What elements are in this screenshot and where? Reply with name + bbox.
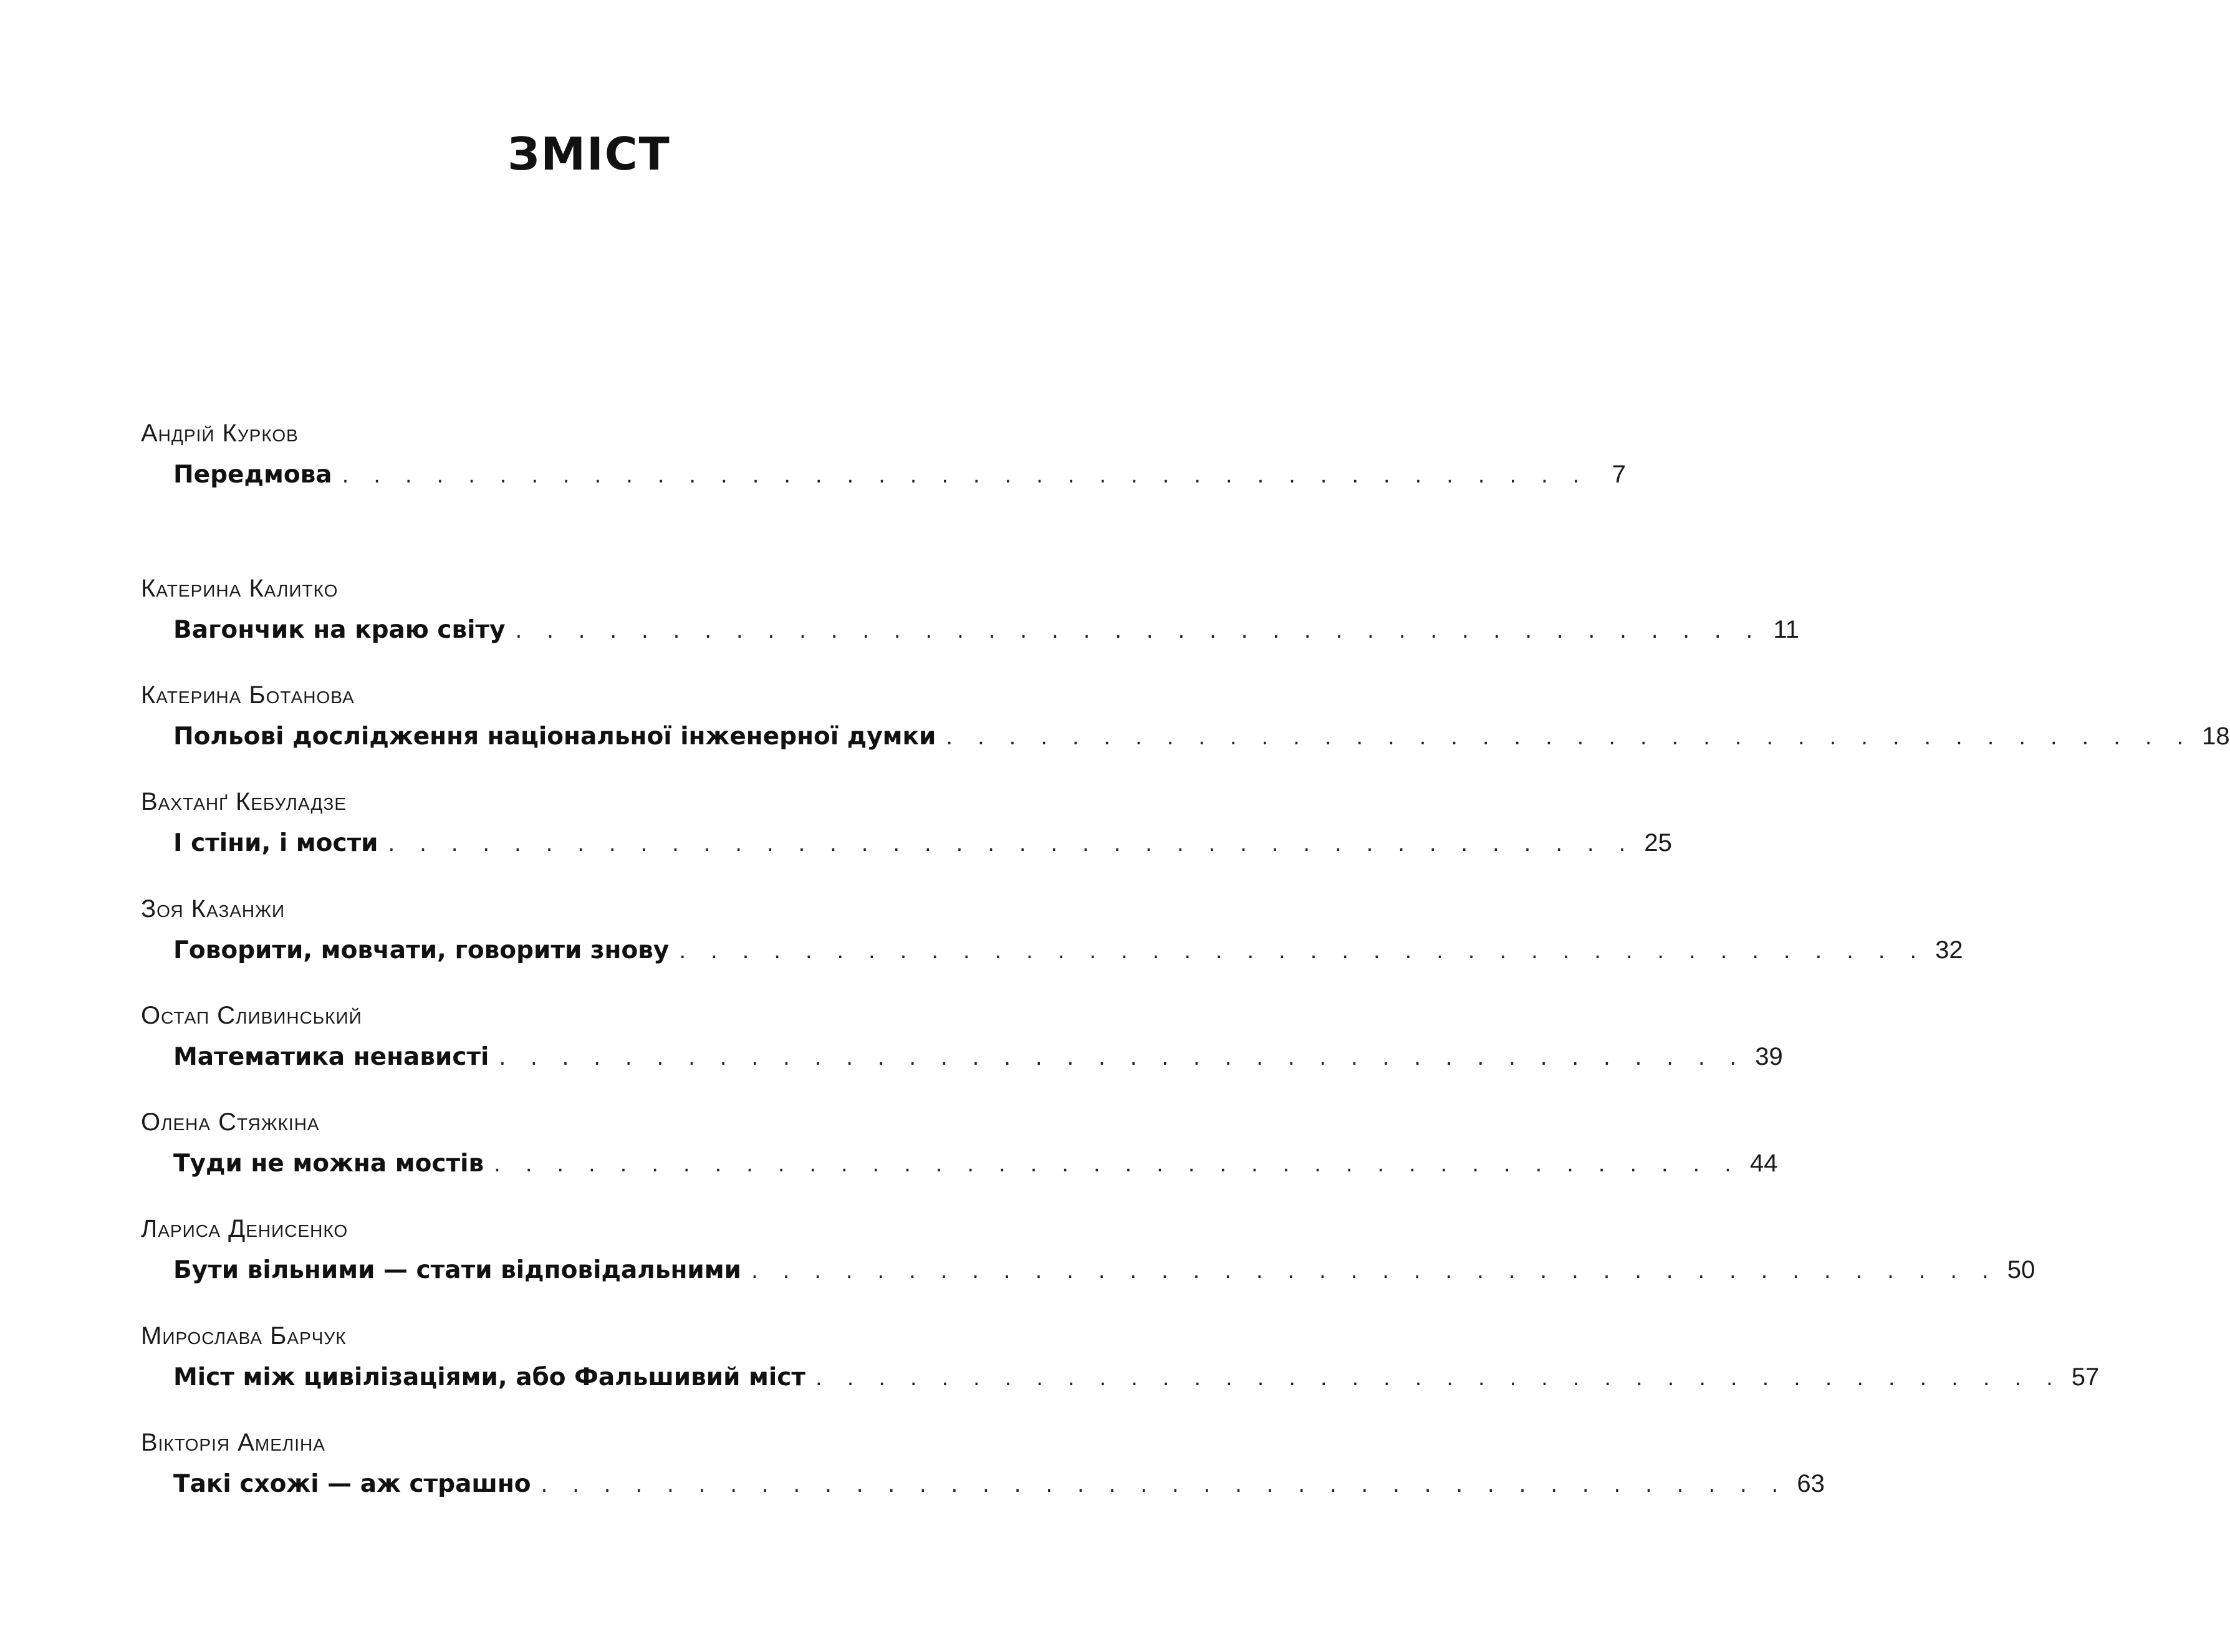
entry-line (173, 829, 1672, 864)
entry-title: Говорити, мовчати, говорити знову (173, 936, 670, 964)
entry-line (173, 1363, 2100, 1398)
entry-page-number: 7 (1612, 461, 1626, 488)
entry-title: Такі схожі — аж страшно (173, 1470, 531, 1498)
entry-author: Остап Сливинський (141, 1002, 362, 1029)
entry-title: Польові дослідження національної інженерної думки (173, 723, 936, 751)
entry-page-number: 57 (2071, 1363, 2100, 1391)
entry-author: Олена Стяжкіна (141, 1108, 320, 1136)
dot-leader: . . . . . . . . . . . . . . . . . . . . . . . . . . . . . . . . . . . . . . . . (515, 618, 1762, 643)
entry-title: Математика ненависті (173, 1043, 489, 1071)
page-title: ЗМІСТ (507, 128, 671, 180)
entry-page-number: 32 (1935, 936, 1963, 964)
entry-title: Передмова (173, 461, 332, 489)
entry-page-number: 63 (1797, 1470, 1825, 1497)
dot-leader: . . . . . . . . . . . . . . . . . . . . . . . . . . . . . . . . . . . . . . . . (342, 463, 1588, 488)
entry-line (173, 723, 2230, 757)
dot-leader: . . . . . . . . . . . . . . . . . . . . . . . . . . . . . . . . . . . . . . . . (751, 1259, 1998, 1284)
entry-author: Лариса Денисенко (141, 1215, 348, 1242)
entry-author: Зоя Казанжи (141, 895, 286, 923)
dot-leader: . . . . . . . . . . . . . . . . . . . . . . . . . . . . . . . . . . . . . . . . (679, 939, 1926, 964)
entry-page-number: 18 (2202, 723, 2230, 750)
entry-title: Бути вільними — стати відповідальними (173, 1256, 741, 1284)
entry-author: Андрій Курков (141, 420, 299, 447)
dot-leader: . . . . . . . . . . . . . . . . . . . . . . . . . . . . . . . . . . . . . . . . (494, 1152, 1741, 1177)
entry-author: Катерина Ботанова (141, 681, 355, 709)
dot-leader: . . . . . . . . . . . . . . . . . . . . . . . . . . . . . . . . . . . . . . . . (946, 725, 2193, 750)
entry-line (173, 616, 1799, 651)
entry-line (173, 1150, 1778, 1184)
entry-title: Вагончик на краю світу (173, 616, 506, 644)
entry-page-number: 50 (2007, 1256, 2035, 1284)
entry-page-number: 11 (1773, 616, 1799, 643)
entry-line (173, 1470, 1825, 1505)
entry-page-number: 39 (1755, 1043, 1783, 1070)
entry-author: Мирослава Барчук (141, 1322, 347, 1350)
dot-leader: . . . . . . . . . . . . . . . . . . . . . . . . . . . . . . . . . . . . . . . . (388, 832, 1635, 857)
entry-line (173, 936, 1963, 971)
entry-author: Катерина Калитко (141, 575, 339, 602)
entry-line (173, 461, 1626, 496)
dot-leader: . . . . . . . . . . . . . . . . . . . . . . . . . . . . . . . . . . . . . . . . (815, 1366, 2062, 1391)
dot-leader: . . . . . . . . . . . . . . . . . . . . . . . . . . . . . . . . . . . . . . . . (499, 1045, 1746, 1070)
entry-title: Міст між цивілізаціями, або Фальшивий міст (173, 1363, 805, 1391)
entry-author: Вахтанґ Кебуладзе (141, 788, 347, 815)
entry-page-number: 44 (1749, 1150, 1778, 1177)
entry-author: Вікторія Амеліна (141, 1429, 325, 1456)
entry-title: І стіни, і мости (173, 829, 378, 857)
entry-page-number: 25 (1644, 829, 1672, 857)
entry-line (173, 1256, 2035, 1291)
dot-leader: . . . . . . . . . . . . . . . . . . . . . . . . . . . . . . . . . . . . . . . . (541, 1472, 1787, 1497)
entry-title: Туди не можна мостів (173, 1150, 484, 1178)
entry-line (173, 1043, 1783, 1078)
